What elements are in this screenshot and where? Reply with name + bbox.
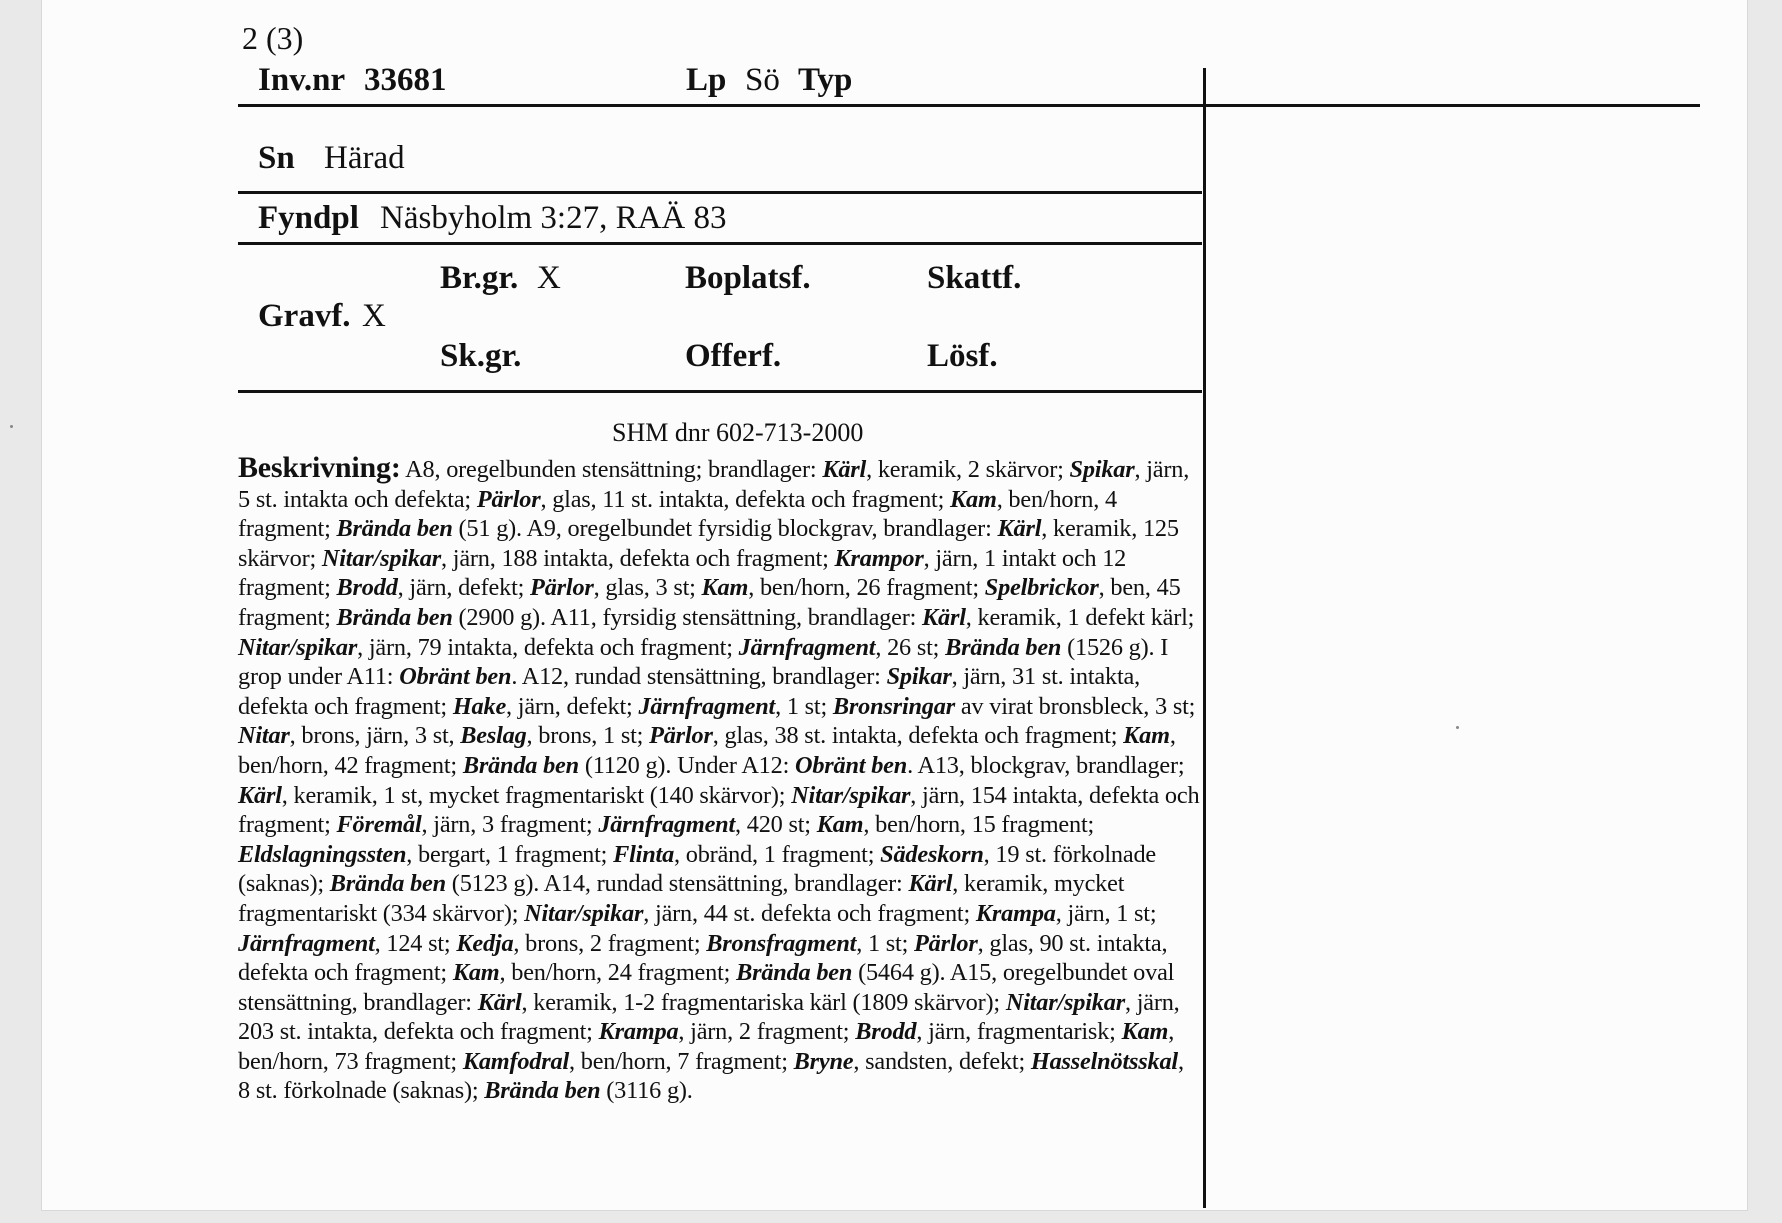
shm-dnr: SHM dnr 602-713-2000 [612,418,864,447]
description-item-term: Sädeskorn [880,840,984,868]
description-item-term: Pärlor [530,574,594,602]
typ-label: Typ [798,62,853,98]
description-text: , ben/horn, 42 fragment; [238,722,1176,779]
description-text: (5464 g). A15, oregelbundet oval stensättning, brandlager: [238,959,1175,1016]
sn-label: Sn [258,140,295,176]
column-divider [1203,68,1206,1208]
description-item-term: Järnfragment [238,929,375,957]
description-text: . A13, blockgrav, brandlager; [907,751,1185,779]
losf-label: Lösf. [927,338,998,374]
description-text: , järn, 203 st. intakta, defekta och fragment; [238,988,1180,1046]
description-item-term: Nitar/spikar [791,781,911,809]
description-text: (1120 g). Under A12: [578,751,795,779]
description-text: , ben/horn, 26 fragment; [748,574,985,602]
description-item-term: Pärlor [476,485,541,513]
description-text: , järn, fragmentarisk; [916,1018,1122,1046]
types-rule [238,390,1202,393]
description-text: , 124 st; [374,929,457,957]
fyndpl-value: Näsbyholm 3:27, RAÄ 83 [380,200,727,236]
description-text: , ben/horn, 4 fragment; [238,485,1117,543]
scan-speck [1456,726,1459,729]
description-text: , keramik, 1 defekt kärl; [965,603,1195,631]
description-item-term: Bronsringar [832,692,955,720]
description-text: , glas, 11 st. intakta, defekta och fragment; [540,485,951,513]
description-item-term: Kamfodral [462,1047,570,1075]
description-text: , keramik, mycket fragmentariskt (334 skärvor); [238,870,1125,927]
gravf-mark: X [362,298,386,334]
fyndpl-label: Fyndpl [258,200,359,236]
lp-label: Lp [686,62,727,98]
description-text: , keramik, 1-2 fragmentariska kärl (1809 skärvor); [521,988,1006,1016]
description-text: , keramik, 2 skärvor; [866,456,1070,483]
invnr-value: 33681 [364,62,447,98]
boplatsf-label: Boplatsf. [685,260,811,296]
description-text: (1526 g). I grop under A11: [238,633,1169,691]
brgr-mark: X [537,260,561,296]
description-text: , brons, 2 fragment; [513,929,707,957]
description-text: , järn, 1 intakt och 12 fragment; [238,544,1127,602]
description-item-term: Brända ben [336,603,453,631]
description-text: , ben/horn, 73 fragment; [238,1018,1175,1075]
lp-value: Sö [745,62,780,98]
description-item-term: Krampa [598,1018,679,1046]
sn-value: Härad [324,140,405,176]
description-text: , järn, 188 intakta, defekta och fragment; [441,544,835,572]
description-item-term: Hasselnötsskal [1030,1047,1178,1075]
description-text: (51 g). A9, oregelbundet fyrsidig blockgrav, brandlager: [452,515,998,543]
description-item-term: Kärl [997,515,1042,543]
description-item-term: Krampa [975,899,1056,927]
description-item-term: Pärlor [914,929,978,957]
description-item-term: Brända ben [484,1077,601,1105]
description-item-term: Kam [452,959,500,987]
description-text: , järn, 44 st. defekta och fragment; [643,899,976,927]
description-item-term: Kam [1121,1018,1169,1046]
description-item-term: Spelbrickor [984,574,1099,602]
description-item-term: Kam [950,485,997,513]
description-text: (2900 g). A11, fyrsidig stensättning, brandlager: [452,603,923,631]
description-item-term: Föremål [336,811,422,839]
description-text: A8, oregelbunden stensättning; brandlager: [400,456,823,483]
description [238,453,1200,1106]
description-item-term: Flinta [613,840,675,868]
description-item-term: Spikar [886,663,952,691]
scan-speck [10,425,13,428]
description-text: , brons, järn, 3 st, [289,722,461,750]
description-text: . A12, rundad stensättning, brandlager: [511,663,887,691]
description-item-term: Kam [1123,722,1170,750]
header-rule [238,104,1700,107]
description-text: , järn, defekt; [397,574,531,602]
description-item-term: Brodd [855,1018,917,1046]
description-text: , 8 st. förkolnade (saknas); [238,1047,1184,1105]
description-text: , järn, 154 intakta, defekta och fragment; [238,781,1200,839]
description-text: , 1 st; [856,929,915,957]
description-text: , keramik, 1 st, mycket fragmentariskt (140 skärvor); [281,781,792,809]
description-text: , brons, 1 st; [526,722,650,750]
description-text: , keramik, 125 skärvor; [238,515,1179,572]
offerf-label: Offerf. [685,338,782,374]
description-text: , järn, 79 intakta, defekta och fragment; [357,633,739,661]
description-text: , glas, 38 st. intakta, defekta och fragment; [712,722,1124,750]
description-text: , 1 st; [775,692,833,720]
description-item-term: Brända ben [736,959,853,987]
description-item-term: Brända ben [329,870,446,898]
description-item-term: Brodd [336,574,398,602]
description-item-term: Nitar/spikar [1005,988,1125,1016]
description-item-term: Eldslagningssten [238,840,407,868]
description-text: , 26 st; [875,633,946,661]
description-body [238,456,1199,1104]
page-number: 2 (3) [242,20,304,56]
description-text: , obränd, 1 fragment; [674,840,881,868]
description-text: av virat bronsbleck, 3 st; [954,692,1196,720]
description-text: (3116 g). [600,1077,693,1105]
description-item-term: Obränt ben [399,663,512,691]
description-text: (5123 g). A14, rundad stensättning, brandlager: [445,870,909,898]
description-item-term: Kam [816,811,864,839]
description-text: , glas, 90 st. intakta, defekta och fragment; [238,929,1168,987]
description-text: , järn, defekt; [506,692,639,720]
description-text: , 420 st; [735,811,817,839]
description-text: , ben/horn, 15 fragment; [863,811,1095,839]
description-item-term: Järnfragment [638,692,776,720]
description-item-term: Brända ben [945,633,1062,661]
description-item-term: Spikar [1069,456,1135,483]
description-item-term: Kedja [456,929,514,957]
description-item-term: Kärl [908,870,953,898]
invnr-label: Inv.nr [258,62,346,98]
description-item-term: Nitar [238,722,290,750]
description-text: , sandsten, defekt; [853,1047,1031,1075]
description-text: , järn, 5 st. intakta och defekta; [238,456,1190,513]
description-text: , ben/horn, 24 fragment; [499,959,737,987]
description-item-term: Nitar/spikar [524,899,644,927]
description-item-term: Hake [452,692,507,720]
description-item-term: Kärl [922,603,966,631]
description-text: , bergart, 1 fragment; [406,840,614,868]
description-text: , 19 st. förkolnade (saknas); [238,840,1156,898]
description-text: , järn, 3 fragment; [421,811,599,839]
description-text: , ben/horn, 7 fragment; [569,1047,794,1075]
description-item-term: Kärl [822,456,867,483]
description-item-term: Pärlor [649,722,713,750]
gravf-label: Gravf. [258,298,351,334]
description-item-term: Nitar/spikar [321,544,442,572]
description-item-term: Kärl [477,988,522,1016]
description-item-term: Brända ben [336,515,453,543]
description-text: , järn, 31 st. intakta, defekta och fragment; [238,663,1140,720]
description-item-term: Krampor [834,544,924,572]
description-text: , järn, 2 fragment; [678,1018,856,1046]
description-item-term: Beslag [460,722,527,750]
fyndpl-rule [238,242,1202,245]
description-text: , järn, 1 st; [1055,899,1157,927]
description-item-term: Brända ben [462,751,579,779]
description-item-term: Nitar/spikar [238,633,358,661]
description-heading: Beskrivning: [238,451,401,484]
description-text: , ben, 45 fragment; [238,574,1181,631]
skattf-label: Skattf. [927,260,1022,296]
description-text: , glas, 3 st; [593,574,702,602]
description-item-term: Obränt ben [795,751,908,779]
description-item-term: Järnfragment [738,633,876,661]
skgr-label: Sk.gr. [440,338,522,374]
description-item-term: Kärl [238,781,282,809]
description-item-term: Bryne [793,1047,854,1075]
description-item-term: Kam [701,574,749,602]
description-item-term: Bronsfragment [706,929,857,957]
brgr-label: Br.gr. [440,260,519,296]
description-item-term: Järnfragment [598,811,736,839]
sn-rule [238,191,1202,194]
